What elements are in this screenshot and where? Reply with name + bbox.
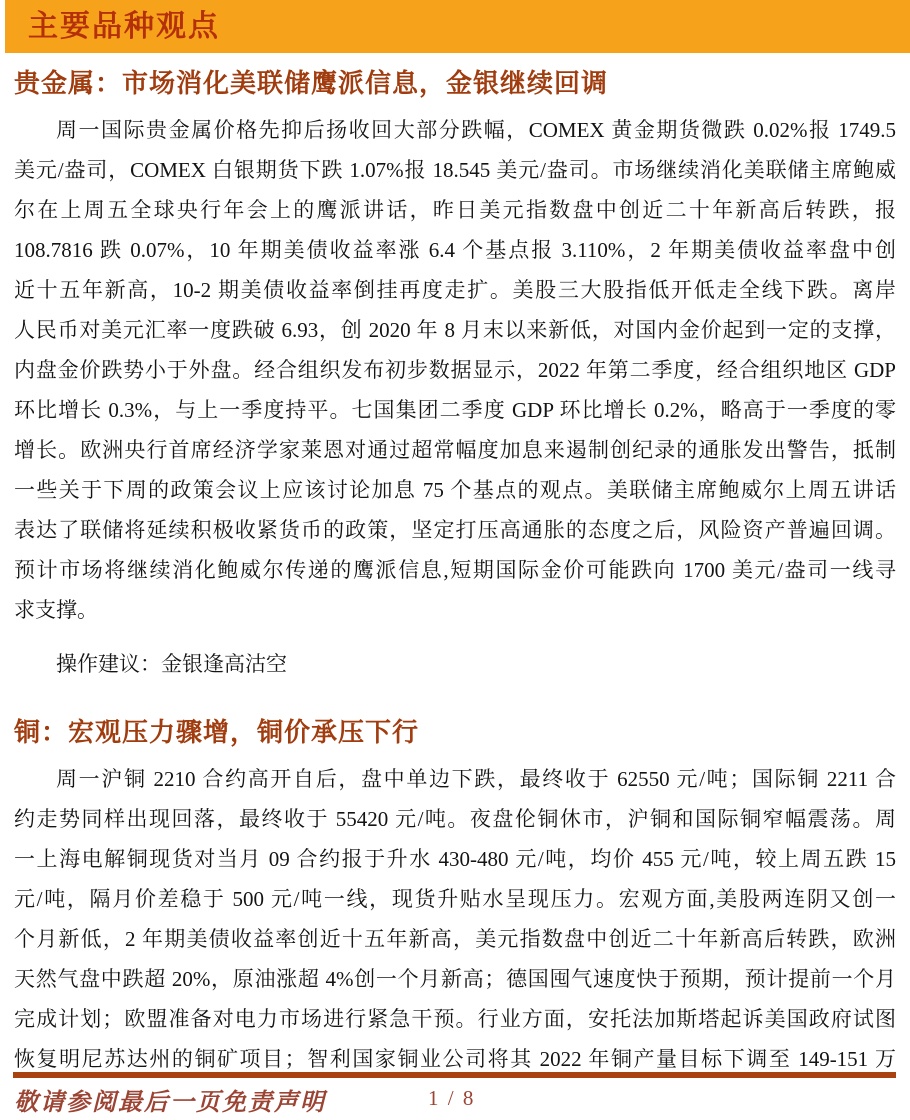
body-text-line: 元/吨，隔月价差稳于 500 元/吨一线，现货升贴水呈现压力。宏观方面,美股两连阴又创一 bbox=[14, 887, 896, 911]
footer-divider-rule bbox=[13, 1072, 896, 1078]
body-text-line: 环比增长 0.3%，与上一季度持平。七国集团二季度 GDP 环比增长 0.2%，略高于一季度的零 bbox=[14, 398, 896, 422]
page-title: 主要品种观点 bbox=[28, 10, 220, 43]
body-text-line: 周一国际贵金属价格先抑后扬收回大部分跌幅，COMEX 黄金期货微跌 0.02%报 1749.5 bbox=[56, 118, 896, 142]
body-text-line: 表达了联储将延续积极收紧货币的政策，坚定打压高通胀的态度之后，风险资产普遍回调。 bbox=[14, 518, 896, 542]
paragraph-copper bbox=[14, 759, 896, 1079]
body-text-line: 尔在上周五全球央行年会上的鹰派讲话，昨日美元指数盘中创近二十年新高后转跌，报 bbox=[14, 198, 896, 222]
report-body bbox=[14, 53, 896, 1079]
body-text-line: 一些关于下周的政策会议上应该讨论加息 75 个基点的观点。美联储主席鲍威尔上周五讲话 bbox=[14, 478, 896, 502]
body-text-line: 完成计划；欧盟准备对电力市场进行紧急干预。行业方面，安托法加斯塔起诉美国政府试图 bbox=[14, 1007, 896, 1031]
heading-copper: 铜：宏观压力骤增，铜价承压下行 bbox=[14, 717, 420, 747]
body-text-line: 内盘金价跌势小于外盘。经合组织发布初步数据显示，2022 年第二季度，经合组织地区 GDP bbox=[14, 358, 896, 382]
footer-disclaimer: 敬请参阅最后一页免责声明 bbox=[14, 1090, 326, 1116]
body-text-line: 约走势同样出现回落，最终收于 55420 元/吨。夜盘伦铜休市，沪铜和国际铜窄幅震荡。周 bbox=[14, 807, 896, 831]
body-text-line: 天然气盘中跌超 20%，原油涨超 4%创一个月新高；德国囤气速度快于预期，预计提前一个月 bbox=[14, 967, 896, 991]
page-number: 1 / 8 bbox=[428, 1086, 476, 1110]
body-text-line: 个月新低，2 年期美债收益率创近十五年新高，美元指数盘中创近二十年新高后转跌，欧洲 bbox=[14, 927, 896, 951]
body-text-line: 恢复明尼苏达州的铜矿项目；智利国家铜业公司将其 2022 年铜产量目标下调至 149-151 万 bbox=[14, 1047, 896, 1071]
body-text-line: 108.7816 跌 0.07%，10 年期美债收益率涨 6.4 个基点报 3.110%，2 年期美债收益率盘中创 bbox=[14, 238, 896, 262]
paragraph-precious-metals bbox=[14, 110, 896, 630]
body-text-line: 预计市场将继续消化鲍威尔传递的鹰派信息,短期国际金价可能跌向 1700 美元/盎司一线寻 bbox=[14, 558, 896, 582]
body-text-line: 近十五年新高，10-2 期美债收益率倒挂再度走扩。美股三大股指低开低走全线下跌。离岸 bbox=[14, 278, 896, 302]
heading-precious-metals: 贵金属：市场消化美联储鹰派信息，金银继续回调 bbox=[14, 68, 609, 98]
advice-precious-metals: 操作建议：金银逢高沽空 bbox=[56, 652, 287, 676]
body-text-line: 一上海电解铜现货对当月 09 合约报于升水 430-480 元/吨，均价 455 元/吨，较上周五跌 15 bbox=[14, 847, 896, 871]
body-text-line: 周一沪铜 2210 合约高开自后，盘中单边下跌，最终收于 62550 元/吨；国际铜 2211 合 bbox=[56, 767, 896, 791]
body-text-line: 求支撑。 bbox=[14, 598, 98, 622]
body-text-line: 美元/盎司，COMEX 白银期货下跌 1.07%报 18.545 美元/盎司。市场继续消化美联储主席鲍威 bbox=[14, 158, 896, 182]
body-text-line: 人民币对美元汇率一度跌破 6.93，创 2020 年 8 月末以来新低，对国内金价起到一定的支撑， bbox=[14, 318, 896, 342]
section-title-banner bbox=[5, 0, 910, 53]
body-text-line: 增长。欧洲央行首席经济学家莱恩对通过超常幅度加息来遏制创纪录的通胀发出警告，抵制 bbox=[14, 438, 896, 462]
